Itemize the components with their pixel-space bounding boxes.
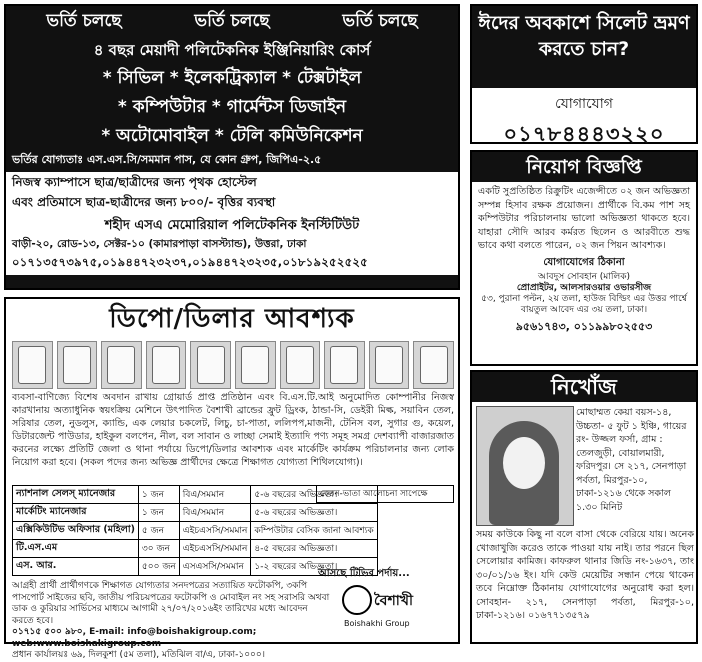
brand-group: Boishakhi Group bbox=[344, 619, 410, 628]
missing-person-ad bbox=[470, 370, 698, 644]
position-education: এইচএসসি/সমমান bbox=[179, 522, 251, 540]
product-image bbox=[146, 341, 187, 389]
position-title: মার্কেটিং ম্যানেজার bbox=[13, 504, 139, 522]
institute-address: বাড়ী-২০, রোড-১৩, সেক্টর-১০ (কামারপাড়া বাসস্ট্যান্ড), উত্তরা, ঢাকা bbox=[12, 238, 307, 250]
position-experience: ১-২ বছরের অভিজ্ঞতা। bbox=[251, 558, 377, 576]
position-count: ৫ জন bbox=[138, 522, 179, 540]
position-title: টি.এস.এম bbox=[13, 540, 139, 558]
departments-line: * কম্পিউটার * গার্মেন্টস ডিজাইন bbox=[117, 97, 347, 117]
job-company: প্রোপ্রাইটর, আলসারওয়ার ওভারসীজ bbox=[516, 282, 652, 293]
product-image bbox=[101, 341, 142, 389]
position-count: ১ জন bbox=[138, 504, 179, 522]
position-experience: ৫-৬ বছরের অভিজ্ঞতা। bbox=[251, 486, 377, 504]
dealer-footer bbox=[12, 581, 332, 662]
missing-heading: নিখোঁজ bbox=[472, 372, 696, 402]
eid-contact-label: যোগাযোগ bbox=[555, 96, 613, 112]
product-image bbox=[190, 341, 231, 389]
institute-phones: ০১৭১৩৫৭৩৯৭৫,০১৯৪৪৭২৩২৩৭,০১৯৪৪৭২৩২৩৫,০১৮১৯২৫২৫২৫ bbox=[12, 255, 368, 269]
dealer-contact: ০১৭১৫ ৫০০ ৯৮০, E-mail: info@boishakigroup.com; web:www.boishakigroup.com bbox=[12, 627, 257, 649]
institute-name: শহীদ এসএ মেমোরিয়াল পলিটেকনিক ইনস্টিটিউট bbox=[104, 218, 360, 233]
job-phone: ৯৫৬১৭৪৩, ০১১৯৯৮০২৫৫৩ bbox=[515, 319, 653, 333]
position-experience: কম্পিউটার বেসিক জানা আবশ্যক bbox=[251, 522, 377, 540]
departments-line: * অটোমোবাইল * টেলি কমিউনিকেশন bbox=[101, 126, 363, 146]
product-image bbox=[369, 341, 410, 389]
admission-details bbox=[6, 172, 458, 275]
hostel-text: নিজস্ব ক্যাম্পাসে ছাত্র/ছাত্রীদের জন্য পৃথক হোস্টেল bbox=[12, 175, 257, 189]
admission-headline: ভর্তি চলছে bbox=[194, 11, 270, 31]
position-title: ন্যাশনাল সেলস্ ম্যানেজার bbox=[13, 486, 139, 504]
position-title: এক্সিকিউটিভ অফিসার (মহিলা) bbox=[13, 522, 139, 540]
position-count: ১ জন bbox=[138, 486, 179, 504]
application-instructions: আগ্রহী প্রার্থী প্রার্থীগণকে শিক্ষাগত যোগ্যতার সনদপত্রের সত্যায়িত ফটোকপি, ৩কপি পাসপোর্ট সাইজের ছবি, জাতীয় পরিচয়পত্রের ফটোকপি ও মোবাইল নং সহ সরাসরি অথবা ডাক ও কুরিয়ার সার্ভিসের মাধ্যমে আগামী ২৭/০৭/২০১৬ইং তারিখের মধ্যে আবেদন করতে হবে। bbox=[12, 581, 330, 626]
admission-headline: ভর্তি চলছে bbox=[342, 11, 418, 31]
table-row bbox=[13, 540, 378, 558]
admission-headline: ভর্তি চলছে bbox=[46, 11, 122, 31]
product-image bbox=[324, 341, 365, 389]
product-strip bbox=[12, 341, 454, 389]
eid-travel-ad bbox=[470, 4, 698, 144]
missing-person-photo bbox=[476, 406, 574, 526]
admission-headline-row bbox=[6, 6, 458, 38]
departments-line: * সিভিল * ইলেকট্রিক্যাল * টেক্সটাইল bbox=[102, 68, 362, 88]
product-image bbox=[280, 341, 321, 389]
job-owner: আবদুস সোবহান (মালিক) bbox=[537, 271, 631, 282]
job-address-label: যোগাযোগের ঠিকানা bbox=[543, 256, 625, 268]
eid-phone: ০১৭৮৪৪৪৩২২০ bbox=[503, 122, 665, 146]
position-experience: ৫-৬ বছরের অভিজ্ঞতা। bbox=[251, 504, 377, 522]
head-office-address: প্রধান কার্যালয়ঃ ৬৯, দিলকুশা (৫ম তলা), মতিঝিল বা/এ, ঢাকা-১০০০। bbox=[12, 650, 265, 660]
job-notice-body: একটি সুপ্রতিষ্ঠিত রিক্রুটিং এজেন্সীতে ০২ জন অভিজ্ঞতা সম্পন্ন হিসাব রক্ষক প্রয়োজন। প্রার্থীকে বি.কম পাশ সহ কম্পিউটার পরিচালনায় ভালো অভিজ্ঞতা থাকতে হবে। যাহারা সৌদি আরব কর্মরত ছিলেন ও আরবীতে শুদ্ধ ভাবে কথা বলতে পারেন, ০২ জন পিয়ন আবশ্যক। bbox=[478, 186, 690, 251]
dealer-body-text: ব্যবসা-বাণিজ্যে বিশেষ অবদান রাখায় গ্রোয়ার্ড প্রাপ্ত প্রতিষ্ঠান এবং বি.এস.টি.আই অনুমোদিত কোম্পানীর নিজস্ব কারখানায় অত্যাধুনিক স্বয়ংক্রিয় মেশিনে উৎপাদিত বৈশাখী ব্রান্ডের ফ্রুট ড্রিংক, ঠান্ডা-সি, ডেইরী মিল্ক, সয়াবিন তেল, সরিষার তেল, নুডলুস, ক্যান্ডি, এক লেয়ার চকলেট, লিচু, চা-পাতা, ললিপপ,মাজনী, টেনিস বল, সুগার গু, কয়েল, ডিটারজেন্ট পাউডার, হাইকুল বলপেন, নীল, বল সাবান ও লাচ্ছা সেমাই ইত্যাদি পণ্য সমূহ সমগ্র দেশব্যাপী বাজারজাত করনের লক্ষ্যে প্রতিটি জেলা ও থানা পর্যায়ে ডিপো/ডিলার আবশ্যক এবং মার্কেটিং কার্যক্রম পরিচালনার জন্য লোক নিয়োগ করা হবে। (সকল পদের জন্য অভিজ্ঞ প্রার্থীদের ক্ষেত্রে শিক্ষাগত যোগ্যতা শিথিলযোগ্য)। bbox=[12, 392, 454, 468]
salary-note: বেতন-ভাতা আলোচনা সাপেক্ষে bbox=[316, 485, 454, 503]
boishakhi-logo bbox=[340, 579, 456, 637]
position-education: এসএসসি/সমমান bbox=[179, 558, 251, 576]
tv-tagline: আসছে টিভির পর্দায়... bbox=[318, 568, 410, 579]
position-education: বিএ/সমমান bbox=[179, 504, 251, 522]
product-image bbox=[413, 341, 454, 389]
table-row bbox=[13, 504, 378, 522]
product-image bbox=[57, 341, 98, 389]
job-notice-heading: নিয়োগ বিজ্ঞপ্তি bbox=[472, 152, 696, 182]
admission-ad bbox=[4, 4, 460, 290]
logo-mark-icon bbox=[342, 585, 372, 615]
product-image bbox=[12, 341, 53, 389]
table-row bbox=[13, 522, 378, 540]
missing-details: সময় কাউকে কিছু না বলে বাসা থেকে বেরিয়ে যায়। অনেক খোজাখুজি করেও তাকে পাওয়া যায় নাই। তার পরনে ছিল সেলোয়ার কামিজ। কাফরুল থানার জিডি নং-১৬৩৭, তাং ৩০/০১/১৬ ইং। যদি কেউ মেয়েটির সন্ধান পেয়ে থাকেন তবে নিম্নোক্ত ঠিকানায় যোগাযোগের অনুরোধ করা হল। সোবহান- ২১৭, সেনপাড়া পর্বতা, মিরপুর-১০, ঢাকা-১২১৬। ০১৬৭৭১৩৫৭৯ bbox=[476, 529, 694, 621]
dealer-heading: ডিপো/ডিলার আবশ্যক bbox=[109, 304, 355, 334]
position-education: বিএ/সমমান bbox=[179, 486, 251, 504]
eid-title: ঈদের অবকাশে সিলেট ভ্রমণ করতে চান? bbox=[472, 6, 696, 88]
job-notice-ad bbox=[470, 150, 698, 366]
position-title: এস. আর. bbox=[13, 558, 139, 576]
position-education: এইচএসসি/সমমান bbox=[179, 540, 251, 558]
position-count: ৩০ জন bbox=[138, 540, 179, 558]
position-experience: ৪-৫ বছরের অভিজ্ঞতা। bbox=[251, 540, 377, 558]
job-address: ৫৩, পুরানা পল্টন, ২য় তলা, হাউজ বিল্ডিং এর উত্তর পার্শ্বে বায়তুল আবেদ এর ৩য় তলা, ঢাকা। bbox=[481, 293, 687, 315]
stipend-text: এবং প্রতিমাসে ছাত্র-ছাত্রীদের জন্য ৮০০/- বৃত্তির ব্যবস্থা bbox=[12, 195, 276, 209]
position-count: ৫০০ জন bbox=[138, 558, 179, 576]
dealer-ad bbox=[4, 297, 460, 660]
eligibility-text: ভর্তির যোগ্যতাঃ এস.এস.সি/সমমান পাস, যে কোন গ্রুপ, জিপিএ-২.৫ bbox=[12, 153, 322, 166]
missing-description: মোছাম্মত কেয়া বয়স-১৪, উচ্চতা- ৫ ফুট ১ ইঞ্চি, গায়ের রং- উজ্জল ফর্সা, গ্রাম : তেলজুড়ী, বোয়ালমারী, ফরিদপুর। সে ২১৭, সেনপাড়া পর্বতা, মিরপুর-১০, ঢাকা-১২১৬ থেকে সকাল ১.৩০ মিনিট bbox=[576, 407, 687, 513]
product-image bbox=[235, 341, 276, 389]
course-title: ৪ বছর মেয়াদী পলিটেকনিক ইঞ্জিনিয়ারিং কোর্স bbox=[93, 41, 371, 59]
brand-name: বৈশাখী bbox=[374, 593, 413, 609]
